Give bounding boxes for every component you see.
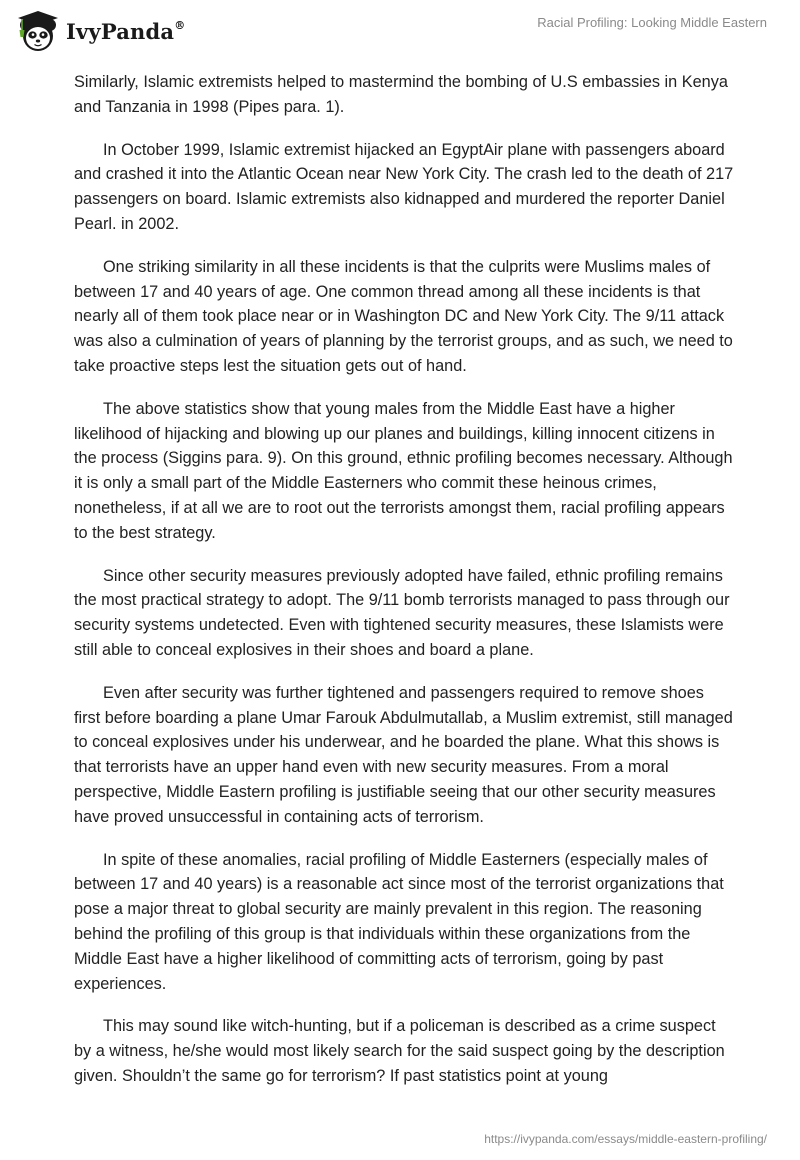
paragraph: Since other security measures previously adopted have failed, ethnic profiling remains the most practical strategy to adopt. The 9/11 bomb terrorists managed to pass through our security systems undetected. Even with tightened security measures, these Islamists were still able to conceal explosives in their shoes and board a plane. [74, 566, 730, 659]
page-header [0, 0, 800, 60]
paragraph: In October 1999, Islamic extremist hijacked an EgyptAir plane with passengers aboard and crashed it into the Atlantic Ocean near New York City. The crash led to the death of 217 passengers on board. Islamic extremists also kidnapped and murdered the reporter Daniel Pearl. in 2002. [74, 140, 734, 233]
paragraph: Similarly, Islamic extremists helped to mastermind the bombing of U.S embassies in Kenya and Tanzania in 1998 (Pipes para. 1). [74, 73, 728, 116]
paragraph: This may sound like witch-hunting, but if a policeman is described as a crime suspect by a witness, he/she would most likely search for the said suspect going by the description given. Shouldn’t the same go for terrorism? If past statistics point at young [74, 1017, 725, 1085]
paragraph: The above statistics show that young males from the Middle East have a higher likelihood of hijacking and blowing up our planes and buildings, killing innocent citizens in the process (Siggins para. 9). On this ground, ethnic profiling becomes necessary. Although it is only a small part of the Middle Easterners who commit these heinous crimes, nonetheless, if at all we are to root out the terrorists amongst them, racial profiling appears to the best strategy. [74, 399, 733, 542]
source-url[interactable]: https://ivypanda.com/essays/middle-eastern-profiling/ [484, 1132, 767, 1146]
ivypanda-logo[interactable] [14, 8, 185, 54]
running-title: Racial Profiling: Looking Middle Eastern [537, 15, 767, 30]
paragraph: Even after security was further tightened and passengers required to remove shoes first before boarding a plane Umar Farouk Abdulmutallab, a Muslim extremist, still managed to conceal explosives under his underwear, and he boarded the plane. What this shows is that terrorists have an upper hand even with new security measures. From a moral perspective, Middle Eastern profiling is justifiable seeing that our other security measures have proved unsuccessful in containing acts of terrorism. [74, 683, 733, 826]
registered-mark: ® [174, 18, 186, 32]
panda-graduate-icon [14, 8, 62, 54]
paragraph: One striking similarity in all these incidents is that the culprits were Muslims males of between 17 and 40 years of age. One common thread among all these incidents is that nearly all of them took place near or in Washington DC and New York City. The 9/11 attack was also a culmination of years of planning by the terrorist groups, and as such, we need to take proactive steps lest the situation gets out of hand. [74, 257, 733, 375]
brand-name [66, 19, 185, 44]
paragraph: In spite of these anomalies, racial profiling of Middle Easterners (especially males of between 17 and 40 years) is a reasonable act since most of the terrorist organizations that pose a major threat to global security are mainly prevalent in this region. The reasoning behind the profiling of this group is that individuals within these organizations from the Middle East have a higher likelihood of committing acts of terrorism, going by past experiences. [74, 850, 724, 993]
essay-body [74, 70, 734, 1107]
brand-name-text: IvyPanda [66, 18, 175, 44]
